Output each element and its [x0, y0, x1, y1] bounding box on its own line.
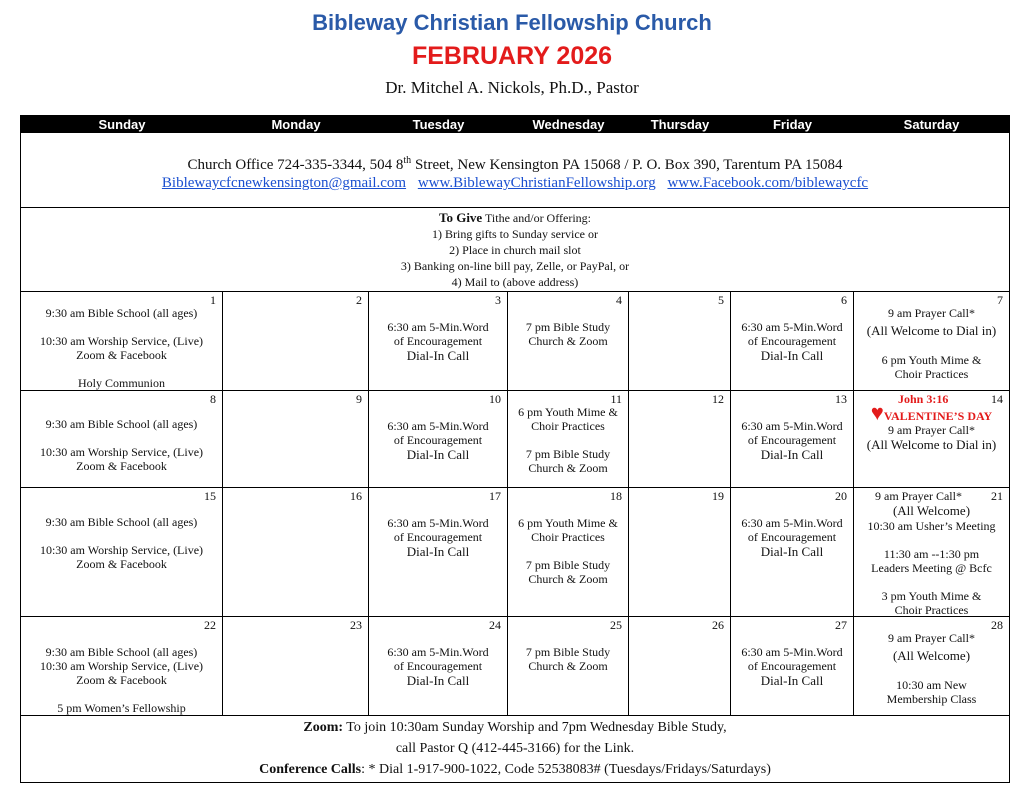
day-cell [223, 488, 369, 616]
day-cell: 15 9:30 am Bible School (all ages) 10:30 am Worship Service, (Live) Zoom & Facebook [21, 488, 223, 616]
day-cell [629, 292, 731, 390]
day-cell: 13 6:30 am 5-Min.Word of Encouragement Dial-In Call [731, 391, 854, 487]
day-cell: 6 6:30 am 5-Min.Word of Encouragement Dial-In Call [731, 292, 854, 390]
office-address: Church Office 724-335-3344, 504 8th Street, New Kensington PA 15068 / P. O. Box 390, Tarentum PA 15084 [187, 155, 843, 173]
day-cell [223, 391, 369, 487]
give-item: 4) Mail to (above address) [451, 275, 579, 289]
day-cell [223, 292, 369, 390]
day-cell: 7 9 am Prayer Call* (All Welcome to Dial in) 6 pm Youth Mime & Choir Practices [866, 293, 1003, 381]
day-number: 9 [356, 392, 362, 406]
facebook-link[interactable]: www.Facebook.com/biblewaycfc [667, 175, 869, 191]
zoom-label: Zoom: [303, 720, 344, 735]
day-cell: 11 6 pm Youth Mime & Choir Practices 7 pm Bible Study Church & Zoom [508, 391, 629, 487]
footer-info: Zoom: To join 10:30am Sunday Worship and 7pm Wednesday Bible Study, call Pastor Q (412-445-3166) for the Link. Conference Calls: * Dial 1-917-900-1022, Code 52538083# (Tuesdays/Fridays/Saturdays) [21, 716, 1009, 782]
zoom-link-note: call Pastor Q (412-445-3166) for the Link. [395, 741, 635, 756]
day-cell: 14 John 3:16 ♥VALENTINE’S DAY 9 am Prayer Call* (All Welcome to Dial in) [866, 392, 1003, 452]
give-title: To Give [438, 210, 483, 225]
day-number: 23 [350, 618, 362, 632]
day-number: 25 [610, 618, 622, 632]
day-cell [629, 617, 731, 715]
day-number: 8 [210, 392, 216, 406]
week-row [21, 488, 1009, 617]
day-number: 28 [991, 618, 1003, 632]
valentine-label: VALENTINE’S DAY [883, 409, 993, 423]
day-number: 1 [210, 293, 216, 307]
day-number: 16 [350, 489, 362, 503]
calendar [20, 115, 1010, 783]
office-info [21, 133, 1009, 208]
day-number: 13 [835, 392, 847, 406]
day-cell [629, 488, 731, 616]
weekday-friday: Friday [772, 117, 812, 132]
day-number: 6 [841, 293, 847, 307]
weekday-monday: Monday [271, 117, 321, 132]
day-cell: 27 6:30 am 5-Min.Word of Encouragement Dial-In Call [731, 617, 854, 715]
weekday-tuesday: Tuesday [412, 117, 465, 132]
day-cell [629, 391, 731, 487]
giving-info: To Give Tithe and/or Offering: 1) Bring gifts to Sunday service or 2) Place in church mail slot 3) Banking on-line bill pay, Zelle, or PayPal, or 4) Mail to (above address) [21, 208, 1009, 292]
website-link[interactable]: www.BiblewayChristianFellowship.org [417, 175, 656, 191]
day-number: 3 [495, 293, 501, 307]
day-cell: 4 7 pm Bible Study Church & Zoom [508, 292, 629, 390]
give-item: 2) Place in church mail slot [449, 243, 581, 257]
week-row [21, 391, 1009, 488]
scripture-label: John 3:16 [898, 392, 949, 406]
weekday-sunday: Sunday [98, 117, 146, 132]
day-number: 10 [489, 392, 501, 406]
day-cell: 22 9:30 am Bible School (all ages) 10:30 am Worship Service, (Live) Zoom & Facebook 5 pm Women’s Fellowship [21, 617, 223, 715]
day-number: 14 [991, 392, 1003, 406]
week-row [21, 292, 1009, 391]
conference-label: Conference Calls [259, 762, 362, 777]
day-number: 21 [991, 489, 1003, 503]
day-cell: 18 6 pm Youth Mime & Choir Practices 7 pm Bible Study Church & Zoom [508, 488, 629, 616]
day-number: 11 [610, 392, 622, 406]
church-title: Bibleway Christian Fellowship Church [312, 10, 712, 35]
weekday-thursday: Thursday [650, 117, 710, 132]
day-number: 15 [204, 489, 216, 503]
month-title: FEBRUARY 2026 [411, 42, 613, 70]
day-cell: 21 9 am Prayer Call* (All Welcome) 10:30 am Usher’s Meeting 11:30 am --1:30 pm Leaders Meeting @ Bcfc 3 pm Youth Mime & Choir Practices [867, 489, 1003, 617]
day-number: 5 [718, 293, 724, 307]
day-number: 27 [835, 618, 847, 632]
weekday-header [21, 116, 1009, 133]
week-row [21, 617, 1009, 716]
email-link[interactable]: Biblewaycfcnewkensington@gmail.com [161, 175, 407, 191]
day-cell: 1 9:30 am Bible School (all ages) 10:30 am Worship Service, (Live) Zoom & Facebook Holy Communion [21, 292, 223, 390]
day-cell: 8 9:30 am Bible School (all ages) 10:30 am Worship Service, (Live) Zoom & Facebook [21, 391, 223, 487]
weekday-wednesday: Wednesday [532, 117, 605, 132]
day-number: 24 [489, 618, 501, 632]
day-number: 4 [616, 293, 622, 307]
day-number: 18 [610, 489, 622, 503]
give-item: 3) Banking on-line bill pay, Zelle, or PayPal, or [400, 259, 630, 273]
give-item: 1) Bring gifts to Sunday service or [432, 227, 598, 241]
day-number: 26 [712, 618, 724, 632]
day-number: 2 [356, 293, 362, 307]
heart-icon: ♥ [870, 400, 884, 425]
day-number: 19 [712, 489, 724, 503]
day-cell: 24 6:30 am 5-Min.Word of Encouragement Dial-In Call [369, 617, 508, 715]
pastor-line: Dr. Mitchel A. Nickols, Ph.D., Pastor [385, 78, 639, 97]
day-cell: 25 7 pm Bible Study Church & Zoom [508, 617, 629, 715]
day-number: 20 [835, 489, 847, 503]
day-number: 17 [489, 489, 501, 503]
day-number: 7 [997, 293, 1003, 307]
day-cell: 28 9 am Prayer Call* (All Welcome) 10:30 am New Membership Class [886, 618, 1003, 706]
day-number: 12 [712, 392, 724, 406]
day-cell: 20 6:30 am 5-Min.Word of Encouragement Dial-In Call [731, 488, 854, 616]
day-cell: 17 6:30 am 5-Min.Word of Encouragement Dial-In Call [369, 488, 508, 616]
weekday-saturday: Saturday [903, 117, 960, 132]
day-number: 22 [204, 618, 216, 632]
day-cell [223, 617, 369, 715]
day-cell: 10 6:30 am 5-Min.Word of Encouragement Dial-In Call [369, 391, 508, 487]
day-cell: 3 6:30 am 5-Min.Word of Encouragement Dial-In Call [369, 292, 508, 390]
